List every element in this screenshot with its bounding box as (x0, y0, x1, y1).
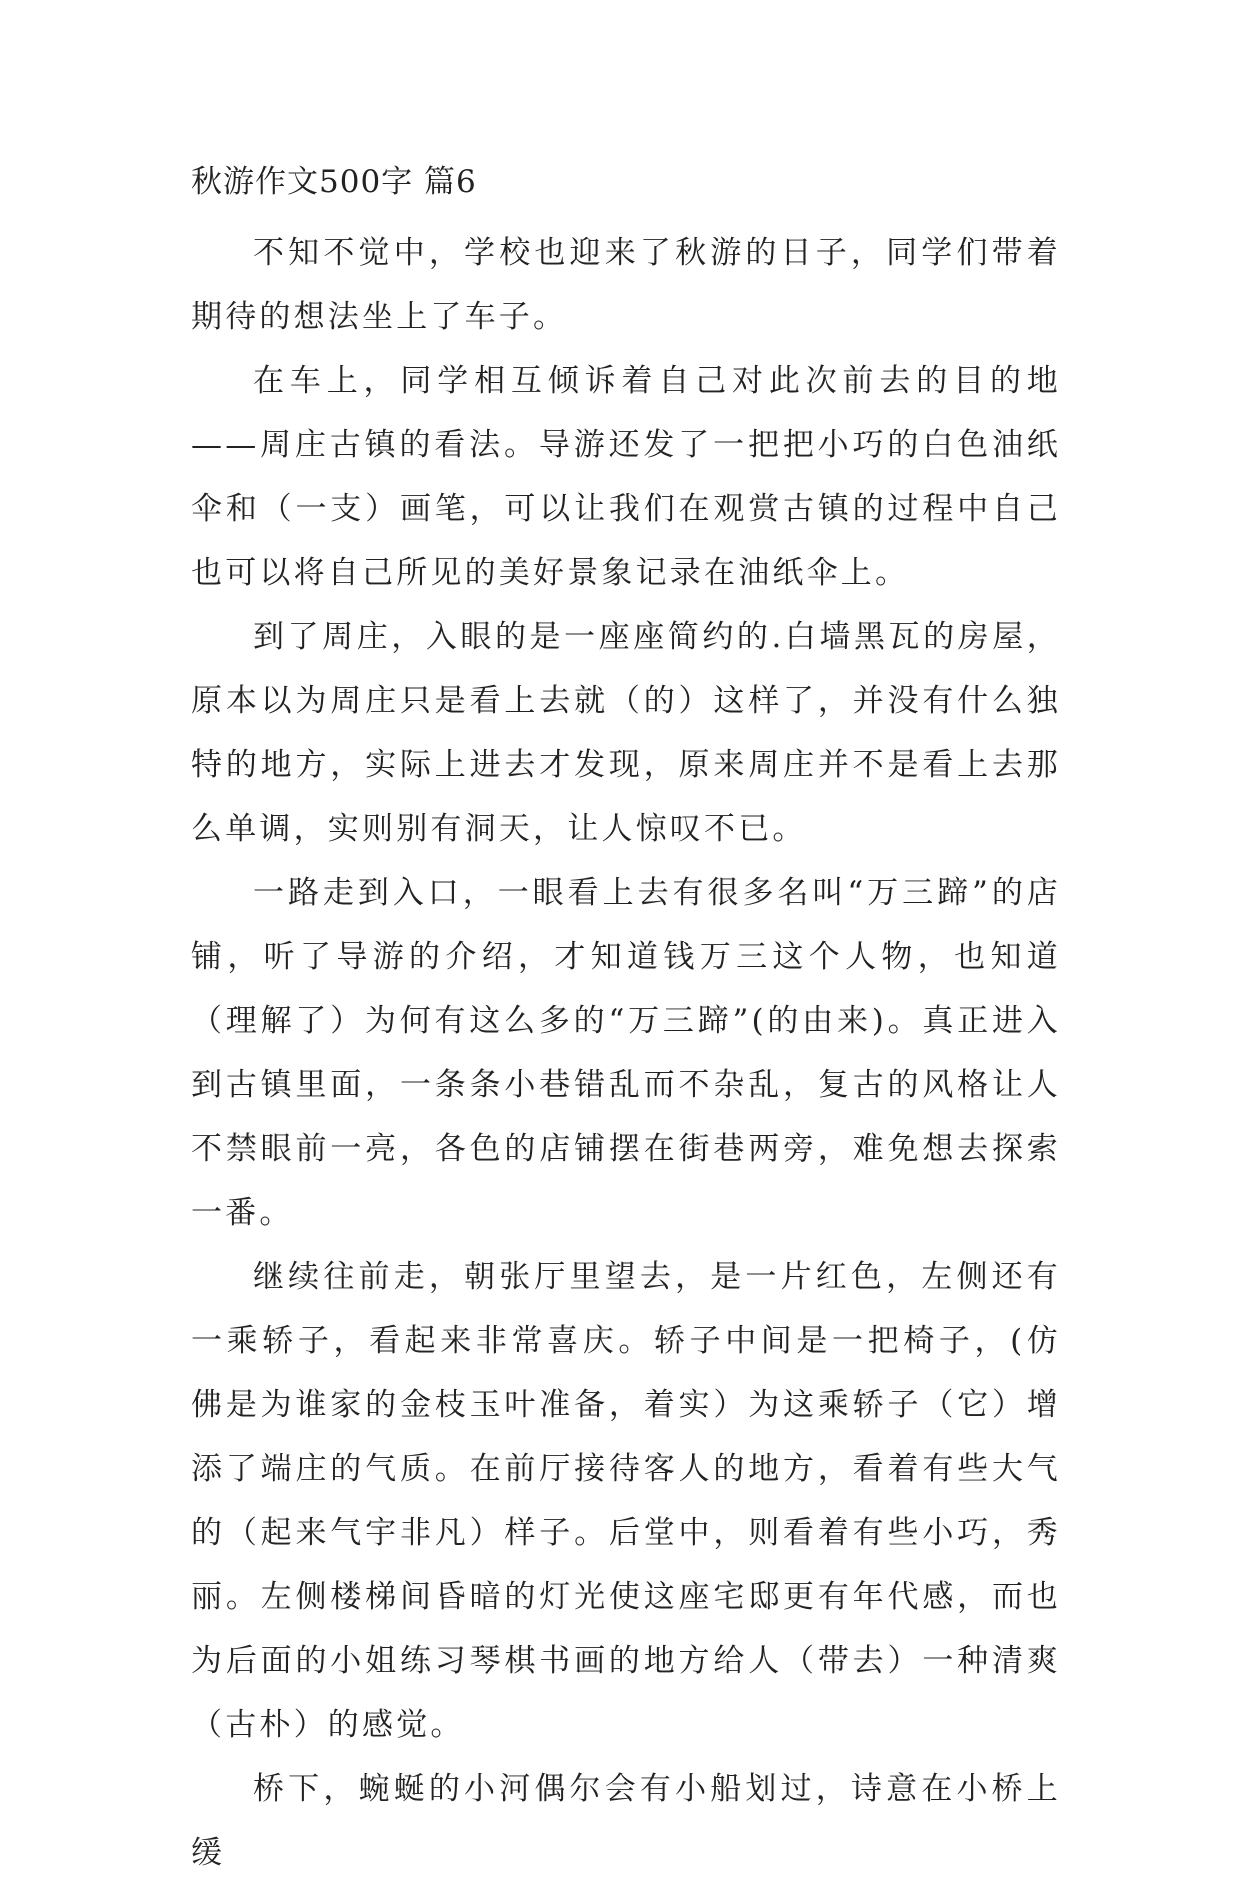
paragraph: 不知不觉中，学校也迎来了秋游的日子，同学们带着期待的想法坐上了车子。 (191, 235, 1061, 335)
document-title: 秋游作文500字 篇6 (191, 164, 477, 200)
document-body (191, 221, 1061, 1885)
paragraph: 一路走到入口，一眼看上去有很多名叫“万三蹄”的店铺，听了导游的介绍，才知道钱万三这个人物，也知道（理解了）为何有这么多的“万三蹄”(的由来)。真正进入到古镇里面，一条条小巷错乱而不杂乱，复古的风格让人不禁眼前一亮，各色的店铺摆在街巷两旁，难免想去探索一番。 (191, 875, 1061, 1231)
paragraph: 到了周庄，入眼的是一座座简约的.白墙黑瓦的房屋，原本以为周庄只是看上去就（的）这样了，并没有什么独特的地方，实际上进去才发现，原来周庄并不是看上去那么单调，实则别有洞天，让人惊叹不已。 (191, 619, 1061, 847)
paragraph: 桥下，蜿蜒的小河偶尔会有小船划过，诗意在小桥上缓 (191, 1771, 1061, 1871)
paragraph: 在车上，同学相互倾诉着自己对此次前去的目的地——周庄古镇的看法。导游还发了一把把小巧的白色油纸伞和（一支）画笔，可以让我们在观赏古镇的过程中自己也可以将自己所见的美好景象记录在油纸伞上。 (191, 363, 1061, 591)
paragraph: 继续往前走，朝张厅里望去，是一片红色，左侧还有一乘轿子，看起来非常喜庆。轿子中间是一把椅子，(仿佛是为谁家的金枝玉叶准备，着实）为这乘轿子（它）增添了端庄的气质。在前厅接待客人的地方，看着有些大气的（起来气宇非凡）样子。后堂中，则看着有些小巧，秀丽。左侧楼梯间昏暗的灯光使这座宅邸更有年代感，而也为后面的小姐练习琴棋书画的地方给人（带去）一种清爽（古朴）的感觉。 (191, 1259, 1061, 1743)
